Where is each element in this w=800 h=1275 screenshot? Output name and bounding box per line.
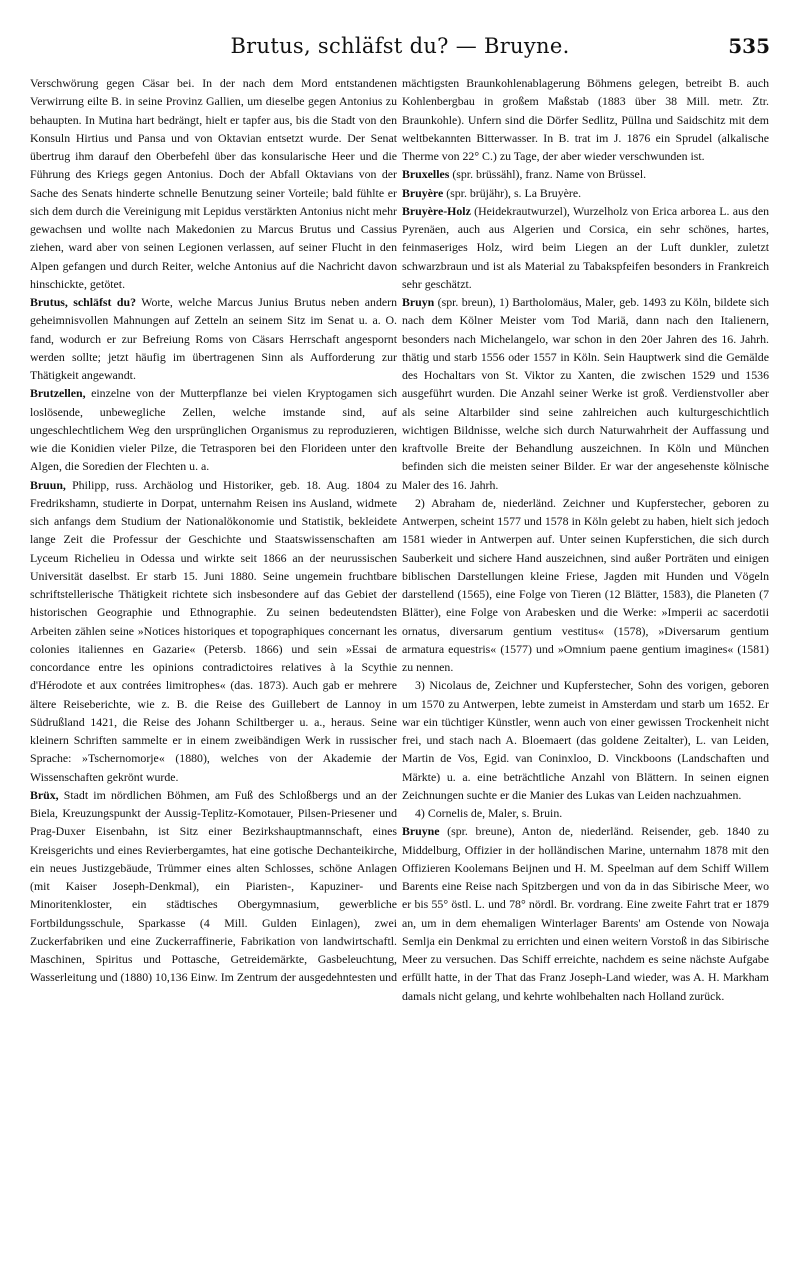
entry-text: (spr. breun), 1) Bartholomäus, Maler, geb. 1493 zu Köln, bildete sich nach dem Kölner Meister vom Tod Mariä, dann nach den Italienern, besonders nach Michelangelo, war schon in den 20er Jahren des 16. Jahrh. thätig und starb 1556 oder 1557 in Köln. Sein Hauptwerk sind die Gemälde des Hochaltars von St. Viktor zu Xanten, die zwischen 1529 und 1536 ausgeführt wurden. Die Anzahl seiner Werke ist groß. Verdienstvoller aber als seine Altarbilder sind seine zahlreichen auch kulturgeschichtlich wichtigen Bildnisse, welche sich durch Naturwahrheit der Auffassung und kraftvolle Breite der Behandlung auszeichnen. In Köln und München befinden sich die meisten seiner Bilder. Er war der angesehenste kölnische Maler des 16. Jahrh. — [402, 295, 769, 492]
entry-headword: Brutzellen, — [30, 386, 86, 401]
entry-paragraph — [402, 494, 769, 677]
dictionary-entry — [402, 293, 769, 494]
dictionary-entry — [402, 184, 769, 202]
running-title: Brutus, schläfst du? — Bruyne. — [230, 34, 570, 58]
entry-headword: Bruyère — [402, 185, 444, 200]
entry-headword: Brüx, — [30, 787, 59, 802]
dictionary-entry — [402, 822, 769, 1005]
entry-text: Verschwörung gegen Cäsar bei. In der nach dem Mord entstandenen Verwirrung eilte B. in seine Provinz Gallien, um dieselbe gegen Antonius zu behaupten. In Mutina hart bedrängt, hielt er tapfer aus, bis die Stadt von den Konsuln Hirtius und Pansa und von Oktavian entsetzt wurde. Der Senat übertrug ihm darauf den Oberbefehl über das konsularische Heer und die Führung des Kriegs gegen Antonius. Doch der Abfall Oktavians von der Sache des Senats hinderte schnelle Benutzung seiner Vorteile; bald fühlte er sich dem durch die Vereinigung mit Lepidus verstärkten Antonius nicht mehr gewachsen und wollte nach Makedonien zu Marcus Brutus und Cassius ziehen, ward aber von seinen Legionen verlassen, auf seiner Flucht in den Alpen gefangen und durch Reiter, welche Antonius auf die Nachricht davon hinschickte, getötet. — [30, 76, 397, 291]
entry-text: Stadt im nördlichen Böhmen, am Fuß des Schloßbergs und an der Biela, Kreuzungspunkt der Aussig-Teplitz-Komotauer, Pilsen-Priesener und Prag-Duxer Eisenbahn, ist Sitz einer Bezirkshauptmannschaft, eines Kreisgerichts und eines Revierbergamtes, hat eine gotische Dechanteikirche, ein neues Justizgebäude, Trümmer eines alten Schlosses, schöne Anlagen (mit Kaiser Joseph-Denkmal), ein Piaristen-, Kapuziner- und Minoritenkloster, ein städtisches Obergymnasium, gewerbliche Fortbildungsschule, Sparkasse (4 Mill. Gulden Einlagen), zwei Zuckerfabriken und eine Zuckerraffinerie, Fabrikation von landwirtschaftl. Maschinen, Spiritus und Pottasche, Getreidemärkte, Gasbeleuchtung, Wasserleitung und (1880) 10,136 Einw. Im Zentrum der ausgedehntesten und — [30, 787, 397, 985]
entry-headword: Bruyn — [402, 295, 435, 309]
dictionary-entry — [30, 384, 397, 475]
entry-text: 3) Nicolaus de, Zeichner und Kupferstecher, Sohn des vorigen, geboren um 1570 zu Antwerpen, lebte zumeist in Amsterdam und starb um 1652. Er war ein tüchtiger Künstler, wenn auch von einer gewissen Trockenheit nicht frei, und stach nach A. Bloemaert (das goldene Zeitalter), L. van Leiden, Martin de Vos, Egid. van Coninxloo, D. Vinckboons (Landschaften und Märkte) u. a. eine beträchtliche Anzahl von Blättern. In seinen eignen Zeichnungen suchte er die Manier des Lukas van Leiden nachzuahmen. — [402, 678, 769, 802]
entry-headword: Brutus, schläfst du? — [30, 295, 137, 309]
entry-text: (Heidekrautwurzel), Wurzelholz von Erica arborea L. aus den Pyrenäen, auch aus Algerien und Corsica, ein sehr schönes, hartes, feinmaseriges Holz, wird beim Liegen an der Luft dunkler, zuletzt schwarzbraun und ist als Material zu Tabakspfeifen besonders in Frankreich sehr geschätzt. — [402, 203, 769, 291]
entry-text: 4) Cornelis de, Maler, s. Bruin. — [415, 806, 563, 820]
entry-paragraph — [402, 804, 769, 822]
entry-text: (spr. brüjähr), s. La Bruyère. — [443, 185, 582, 200]
entry-headword: Bruxelles — [402, 167, 450, 182]
entry-text: Philipp, russ. Archäolog und Historiker, geb. 18. Aug. 1804 zu Fredrikshamn, studierte in Dorpat, unternahm Reisen ins Ausland, widmete sich anfangs dem Studium der Nationalökonomie und Statistik, bekleidete lange Zeit die Professur der Geschichte und Staatswissenschaften am Lyceum Richelieu in Odessa und wirkte seit 1866 an der neurussischen Universität daselbst. Er starb 15. Juni 1880. Seine ungemein fruchtbare schriftstellerische Thätigkeit richtete sich insbesondere auf das Gebiet der historischen Geographie und Ethnographie. Zu seinen bedeutendsten Arbeiten zählen seine »Notices historiques et topographiques concernant les colonies italiennes en Gazarie« (Petersb. 1866) und sein »Essai de concordance entre les opinions contradictoires relatives à la Scythie d'Hérodote et aux contrées limitrophes« (das. 1873). Auch gab er mehrere ältere Reiseberichte, wie z. B. die Reise des Guillebert de Lannoy in Südrußland 1421, die Reise des Johann Schiltberger u. a., heraus. Seine kleinern Schriften sammelte er in einem zweibändigen Werk in russischer Sprache: »Tschernomorje« (1880), welches von der Akademie der Wissenschaften gekrönt wurde. — [30, 477, 397, 784]
dictionary-entry — [402, 165, 769, 183]
entry-paragraph — [402, 74, 769, 165]
entry-text: (spr. breune), Anton de, niederländ. Reisender, geb. 1840 zu Middelburg, Offizier in der holländischen Marine, unternahm 1878 mit den Offizieren Koolemans Beijnen und H. M. Speelman auf dem Schiff Willem Barents eine Reise nach Spitzbergen und von da in das Sibirische Meer, wo er bis 55° östl. L. und 78° nördl. Br. vordrang. Eine zweite Fahrt trat er 1879 an, um in dem ehemaligen Winterlager Barents' am Ostende von Nowaja Semlja ein Denkmal zu errichten und einen weitern Vorstoß in das Sibirische Meer zu versuchen. Das Schiff erreichte, nachdem es seine nächste Aufgabe erfüllt hatte, in der That das Franz Joseph-Land wieder, was A. H. Markham damals nicht gelang, und kehrte wohlbehalten nach Holland zurück. — [402, 824, 769, 1003]
running-header — [30, 34, 770, 64]
right-column — [402, 74, 769, 1005]
entry-paragraph — [402, 676, 769, 804]
entry-paragraph — [30, 74, 397, 293]
dictionary-entry — [402, 202, 769, 293]
left-column — [30, 74, 397, 987]
entry-text: einzelne von der Mutterpflanze bei vielen Kryptogamen sich loslösende, unbewegliche Zellen, welche imstande sind, auf ungeschlechtlichem Weg den ursprünglichen Organismus zu reproduzieren, wie die Konidien vieler Pilze, die Tetrasporen bei den Florideen unter den Algen, die Soredien der Flechten u. a. — [30, 386, 397, 474]
entry-headword: Bruun, — [30, 477, 66, 492]
page-number: 535 — [728, 34, 770, 58]
dictionary-entry — [30, 293, 397, 384]
entry-text: Worte, welche Marcus Junius Brutus neben andern geheimnisvollen Mahnungen auf Zetteln an seinem Sitz im Senat u. a. O. fand, wodurch er zur Befreiung Roms von Cäsars Herrschaft angespornt werden sollte; jetzt häufig im übertragenen Sinn als Aufforderung zur Thätigkeit angewandt. — [30, 295, 397, 382]
entry-headword: Bruyne — [402, 824, 440, 839]
entry-headword: Bruyère-Holz — [402, 203, 471, 218]
entry-text: mächtigsten Braunkohlenablagerung Böhmens gelegen, betreibt B. auch Kohlenbergbau in großem Maßstab (1883 über 38 Mill. metr. Ztr. Braunkohle). Unfern sind die Dörfer Sedlitz, Püllna und Saidschitz mit dem weltbekannten Bitterwasser. In B. trat im J. 1876 ein Sprudel (alkalische Therme von 22° C.) zu Tage, der aber wieder verschwunden ist. — [402, 76, 769, 163]
dictionary-entry — [30, 476, 397, 786]
dictionary-entry — [30, 786, 397, 987]
entry-text: 2) Abraham de, niederländ. Zeichner und Kupferstecher, geboren zu Antwerpen, scheint 1577 und 1578 in Köln gelebt zu haben, hielt sich jedoch 1581 wieder in Antwerpen auf. Unter seinen Kupferstichen, die sich durch Sauberkeit und sichere Hand auszeichnen, sind außer Porträten und einigen biblischen Darstellungen kleine Friese, Jagden mit Hunden und Vögeln darstellend (1565), eine Folge von Tieren (12 Blätter, 1583), die Planeten (7 Blätter), eine Folge von Arabesken und die Werke: »Imperii ac sacerdotii ornatus, diversarum gentium vestitus« (1578), »Diversarum gentium armatura equestris« (1577) und »Omnium paene gentium imagines« (1581) zu nennen. — [402, 495, 769, 674]
entry-text: (spr. brüssähl), franz. Name von Brüssel. — [449, 167, 647, 182]
